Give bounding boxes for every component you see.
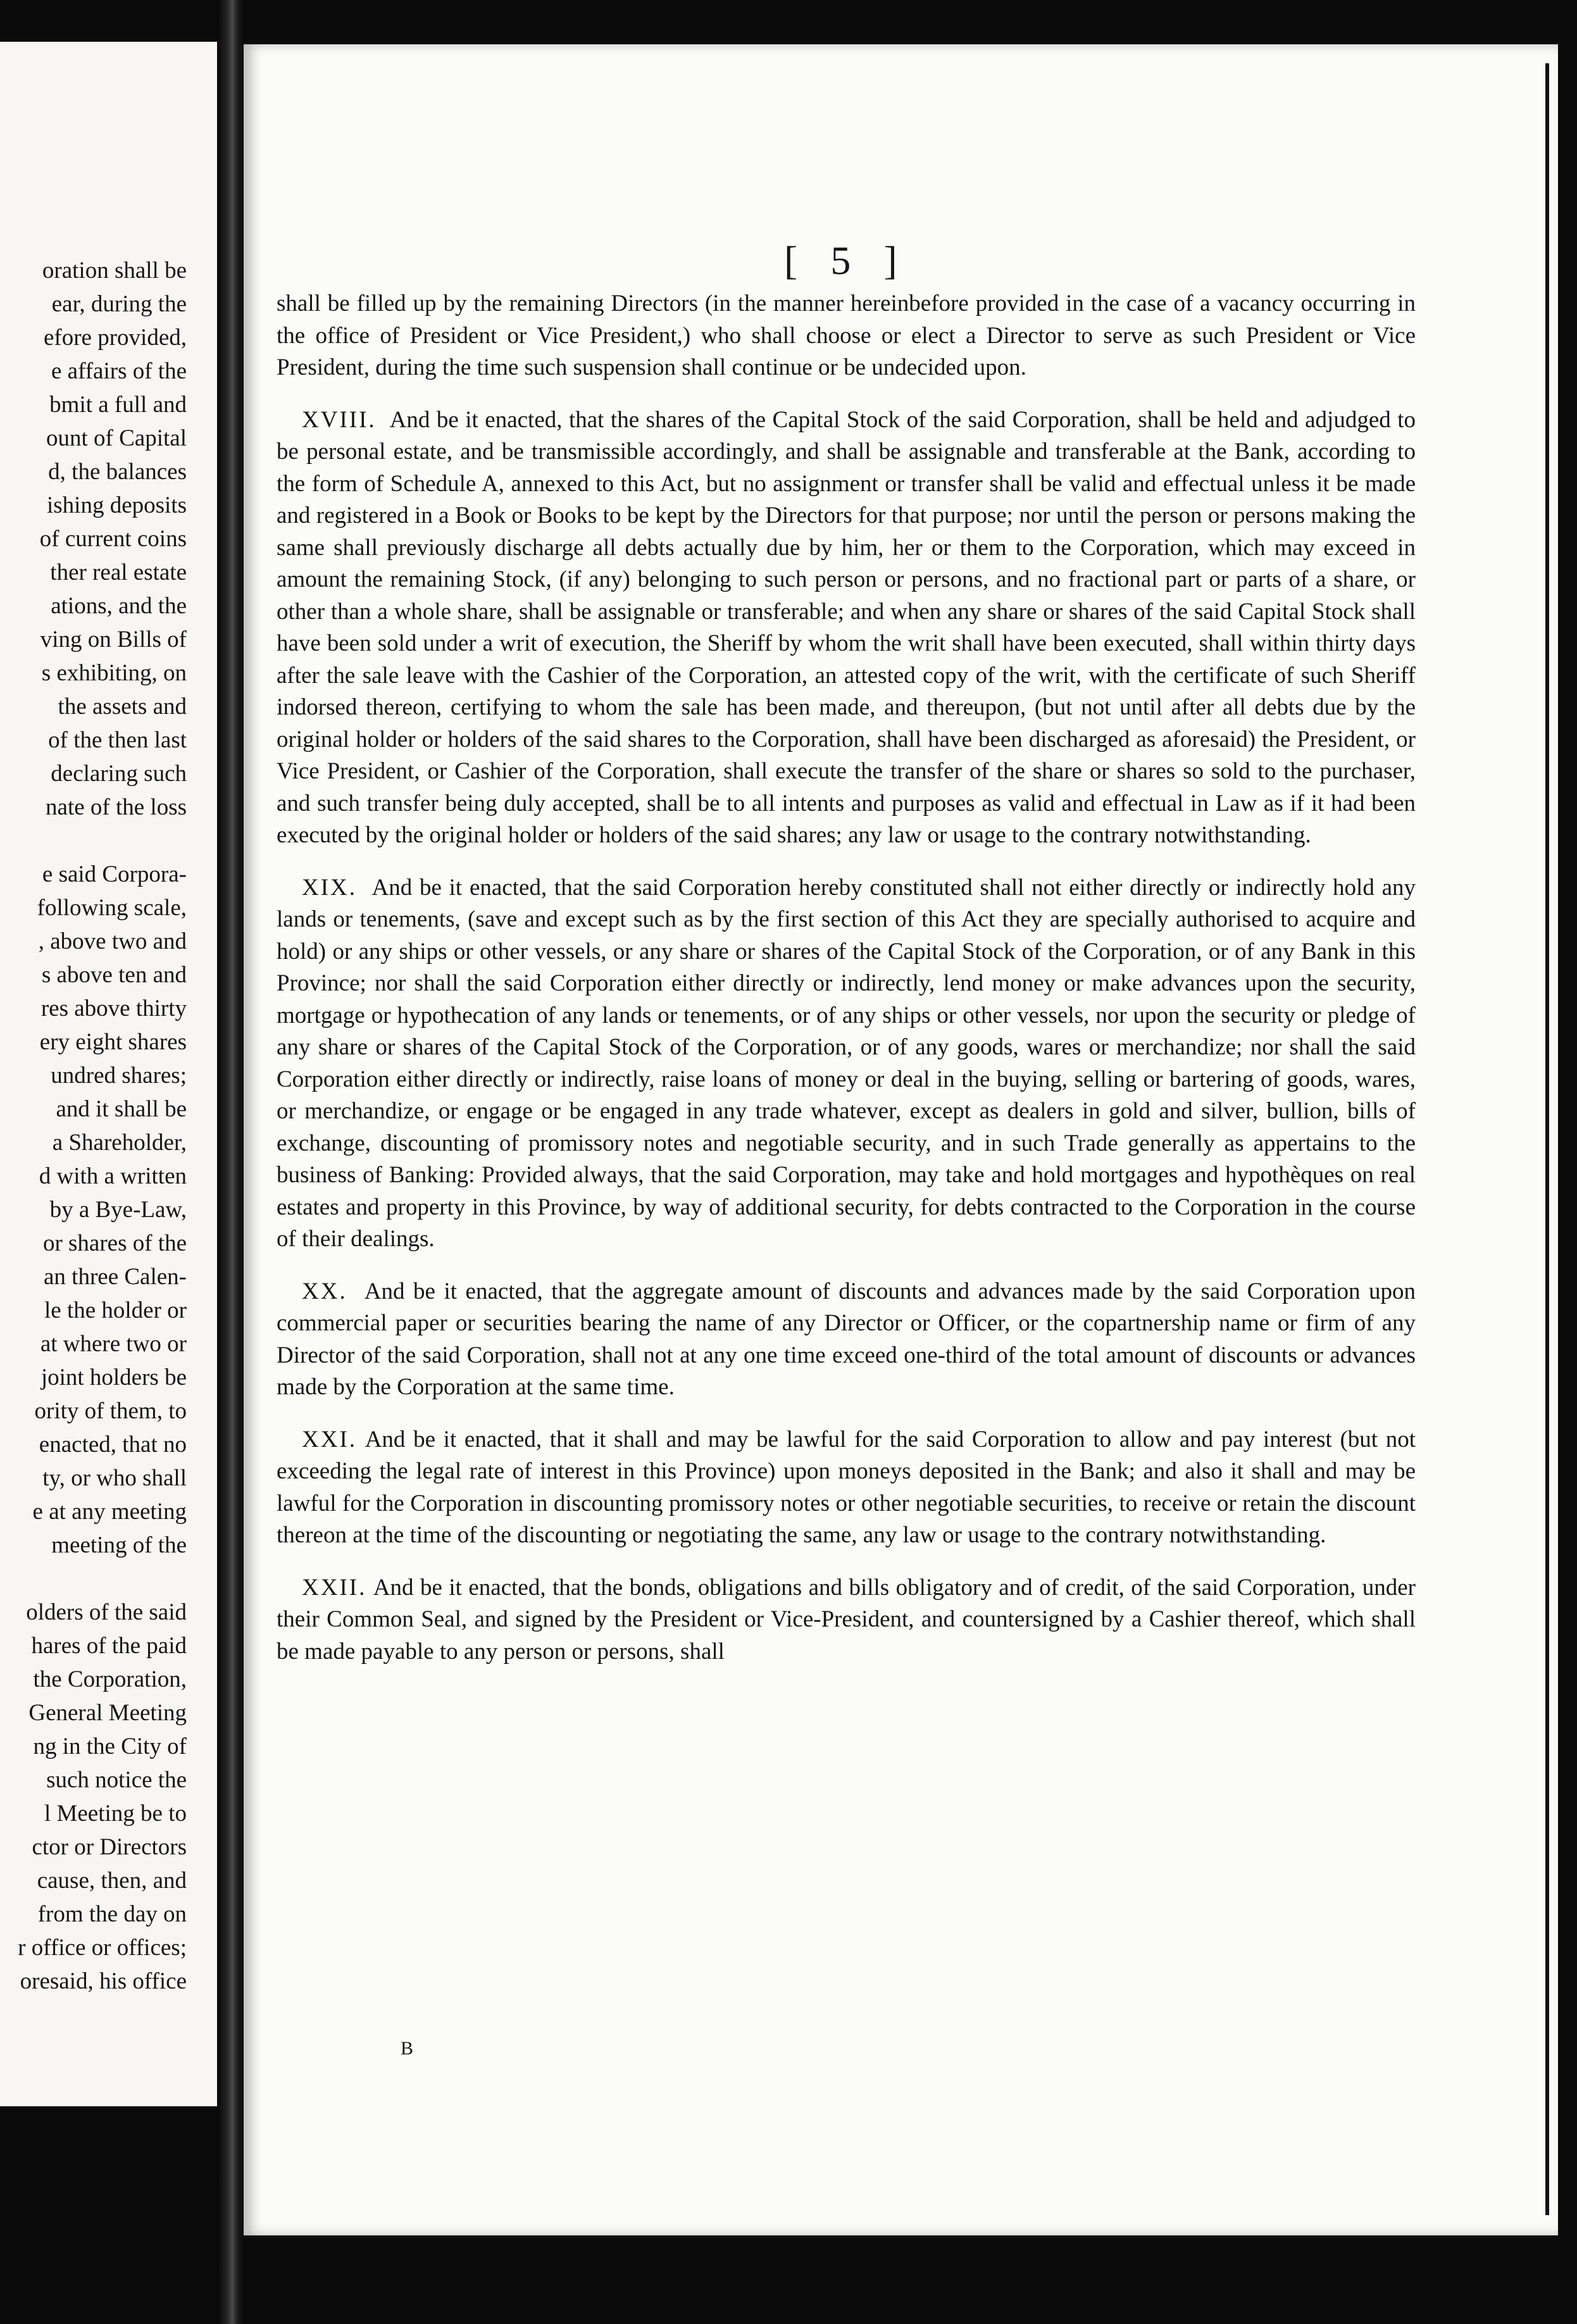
paragraph-continuation: shall be filled up by the remaining Directors (in the manner hereinbefore provided in the case of a vacancy occurring in the office of President or Vice President,) who shall choose or elect a Director to serve as such President or Vice President, during the time such suspension shall continue or be undecided upon. [277,290,1416,380]
left-page-line: cause, then, and [37,1868,187,1894]
left-page-line: declaring such [51,761,187,787]
section-number: XX. [302,1278,347,1304]
left-page-line: meeting of the [51,1532,187,1558]
section-number: XXI. [302,1426,358,1452]
left-page-line: ations, and the [51,593,187,619]
page-edge-shadow [1545,63,1549,2215]
left-page-line: , above two and [38,928,187,954]
left-page-line: an three Calen- [44,1264,187,1290]
book-gutter [217,0,245,2324]
left-page-line: ving on Bills of [40,627,187,653]
left-page-line: by a Bye-Law, [49,1197,187,1223]
left-page-line: olders of the said [26,1599,187,1625]
left-page-line: ority of them, to [34,1398,187,1424]
left-page-line: le the holder or [44,1297,187,1323]
left-page-line: ng in the City of [33,1734,187,1759]
left-page-line: oration shall be [42,258,187,284]
left-page-line: d, the balances [48,459,187,485]
section-xix: XIX. And be it enacted, that the said Corporation hereby constituted shall not either directly or indirectly hold any lands or tenements, (save and except such as by the first section of this Act they are specially authorised to acquire and hold) or any ships or other vessels, or any share or shares of the Capital Stock of the Corporation, or of any Bank in this Province; nor shall the said Corporation either directly or indirectly, lend money or make advances upon the security, mortgage or hypothecation of any lands or tenements, or of any ships or other vessels, nor upon the security or pledge of any share or shares of the Capital Stock of the Corporation, or of any goods, wares or merchandize; nor shall the said Corporation either directly or indirectly, raise loans of money or deal in the buying, selling or bartering of goods, wares, or merchandize, or engage or be engaged in any trade whatever, except as dealers in gold and silver, bullion, bills of exchange, discounting of promissory notes and negotiable security, and in such Trade generally as appertains to the business of Banking: Provided always, that the said Corporation, may take and hold mortgages and hypothèques on real estates and property in this Province, by way of additional security, for debts contracted to the Corporation in the course of their dealings. [277,874,1416,1252]
body-text [277,288,1416,1688]
left-page-line: following scale, [37,895,187,921]
section-xx: XX. And be it enacted, that the aggregate amount of discounts and advances made by the said Corporation upon commercial paper or securities bearing the name of any Director or Officer, or the copartnership name or firm of any Director of the said Corporation, shall not at any one time exceed one-third of the total amount of discounts or advances made by the Corporation at the same time. [277,1278,1416,1400]
left-page-line: ty, or who shall [42,1465,187,1491]
left-page [0,42,217,2106]
left-page-line: hares of the paid [31,1633,187,1659]
section-xxi: XXI. And be it enacted, that it shall and may be lawful for the said Corporation to allow and pay interest (but not exceeding the legal rate of interest in this Province) upon moneys deposited in the Bank; and also it shall and may be lawful for the Corporation in discounting promissory notes or other negotiable securities, to receive or retain the discount thereon at the time of the discounting or negotiating the same, any law or usage to the contrary notwithstanding. [277,1426,1416,1548]
left-page-line: joint holders be [41,1365,187,1390]
left-page-line: e affairs of the [51,358,187,384]
left-page-line: ear, during the [51,291,187,317]
section-number: XVIII. [302,406,377,433]
left-page-line: s above ten and [41,962,187,988]
left-page-line: nate of the loss [46,794,187,820]
left-page-line: ishing deposits [47,492,187,518]
left-page-line: or shares of the [42,1230,187,1256]
left-page-line: and it shall be [56,1096,187,1122]
left-page-line: res above thirty [41,996,187,1021]
signature-mark: B [401,2038,414,2059]
left-page-line: d with a written [39,1163,187,1189]
page-number: [ 5 ] [784,238,909,283]
left-page-line: of the then last [48,727,187,753]
left-page-line: the Corporation, [33,1666,187,1692]
left-page-line: ount of Capital [46,425,187,451]
left-page-line: from the day on [37,1901,187,1927]
left-page-line: e at any meeting [32,1499,187,1525]
left-page-line: at where two or [40,1331,187,1357]
left-page-line: ther real estate [50,559,187,585]
left-page-line: enacted, that no [39,1432,187,1458]
left-page-line: r office or offices; [18,1935,187,1961]
left-page-line: such notice the [46,1767,187,1793]
section-xviii: XVIII. And be it enacted, that the shares of the Capital Stock of the said Corporation, shall be held and adjudged to be personal estate, and be transmissible accordingly, and shall be assignable and transferable at the Bank, according to the form of Schedule A, annexed to this Act, but no assignment or transfer shall be valid and effectual unless it be made and registered in a Book or Books to be kept by the Directors for that purpose; nor until the person or persons making the same shall previously discharge all debts actually due by him, her or them to the Corporation, which may exceed in amount the remaining Stock, (if any) belonging to such person or persons, and no fractional part or parts of a share, or other than a whole share, shall be assignable or transferable; and when any share or shares of the said Capital Stock shall have been sold under a writ of execution, the Sheriff by whom the writ shall have been executed, shall within thirty days after the sale leave with the Cashier of the Corporation, an attested copy of the writ, with the certificate of such Sheriff indorsed thereon, certifying to whom the sale has been made, and thereupon, (but not until after all debts due by the original holder or holders of the said shares to the Corporation, shall have been discharged as aforesaid) the President, or Vice President, or Cashier of the Corporation, shall execute the transfer of the share or shares so sold to the purchaser, and such transfer being duly accepted, shall be to all intents and purposes as valid and effectual in Law as if it had been executed by the original holder or holders of the said shares; any law or usage to the contrary notwithstanding. [277,406,1416,848]
right-page [244,44,1558,2235]
section-number: XXII. [302,1574,367,1601]
left-page-line: of current coins [39,526,187,552]
left-page-line: efore provided, [43,325,187,351]
left-page-line: s exhibiting, on [41,660,187,686]
left-page-line: General Meeting [28,1700,187,1726]
left-page-line: undred shares; [51,1063,187,1089]
left-page-line: ctor or Directors [32,1834,187,1860]
left-page-line: e said Corpora- [42,861,187,887]
left-page-line: l Meeting be to [44,1801,187,1827]
left-page-line: oresaid, his office [20,1968,187,1994]
section-xxii: XXII. And be it enacted, that the bonds, obligations and bills obligatory and of credit, of the said Corporation, under their Common Seal, and signed by the President or Vice-President, and countersigned by a Cashier thereof, which shall be made payable to any person or persons, shall [277,1574,1416,1665]
section-number: XIX. [302,874,358,901]
left-page-line: a Shareholder, [52,1130,187,1156]
left-page-line: the assets and [58,694,187,720]
left-page-line: ery eight shares [39,1029,187,1055]
left-page-line: bmit a full and [49,392,187,418]
